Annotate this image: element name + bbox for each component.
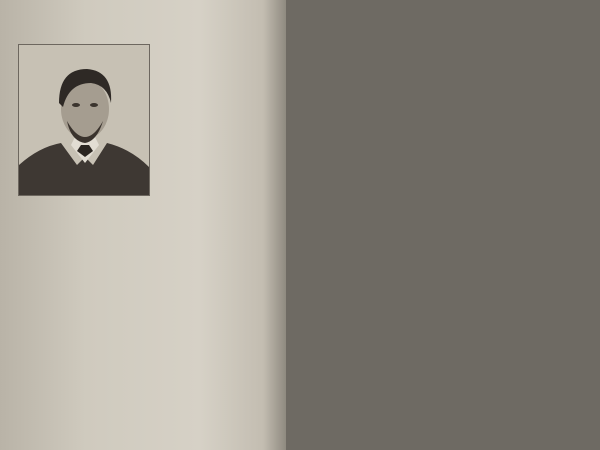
portrait-antonio-gazzoletti xyxy=(18,44,150,196)
left-page xyxy=(0,0,286,450)
portrait-illustration xyxy=(19,45,149,195)
